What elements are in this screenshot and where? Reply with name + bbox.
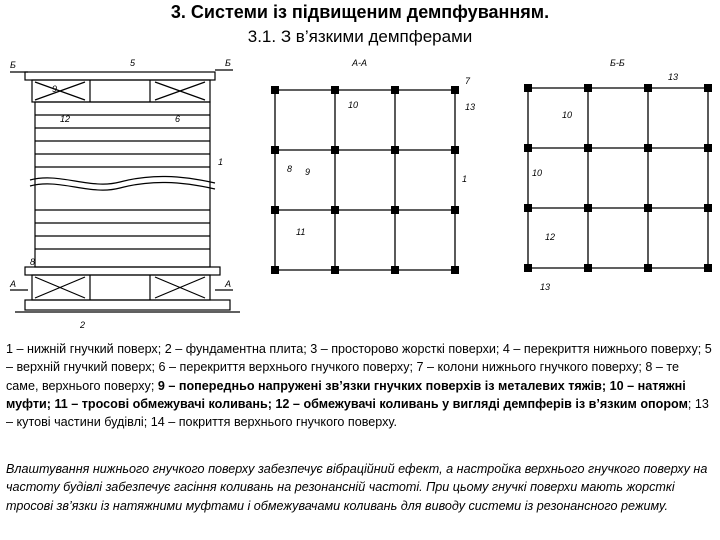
label-13b: 13	[668, 72, 679, 82]
section-bb-labels	[532, 58, 678, 292]
label-12b: 12	[545, 232, 556, 242]
mark-a-right: А	[225, 279, 232, 289]
section-aa-title: А-А	[352, 58, 368, 68]
section-bb-columns	[524, 84, 712, 272]
mark-b-right: Б	[225, 58, 231, 68]
mark-b-left: Б	[10, 60, 16, 70]
technical-drawing	[0, 52, 720, 337]
figure-caption	[6, 340, 714, 431]
elevation-labels	[9, 58, 231, 330]
label-6: 6	[175, 114, 181, 124]
label-2: 2	[80, 320, 86, 330]
caption-part-1: 1 – нижній гнучкий поверх; 2 – фундаментна плита; 3 – просторово жорсткі поверхи; 4 – перекриття нижнього поверху; 5 – верхній гнучкий поверх; 6 – перекриття верхнього гнучкого поверху; 7 – колони нижнього гнучкого поверху; 8 – те саме, верхнього поверху;	[6, 342, 712, 393]
label-1b: 1	[462, 174, 468, 184]
section-aa-plan	[275, 90, 455, 270]
label-11: 11	[296, 227, 306, 237]
label-5: 5	[130, 58, 136, 68]
label-8: 8	[30, 257, 36, 267]
label-13c: 13	[540, 282, 551, 292]
label-13: 13	[465, 102, 476, 112]
label-10c: 10	[532, 168, 543, 178]
label-8b: 8	[287, 164, 293, 174]
caption-part-2: 9 – попередньо напружені зв’язки гнучких поверхів із металевих тяжів; 10 – натяжні муфти; 11 – тросові обмежувачі коливань; 12 – обмежувачі коливань у вигляді демпферів із в’язким опором	[6, 378, 688, 411]
label-9b: 9	[305, 167, 311, 177]
mark-a-left: А	[10, 279, 17, 289]
label-7: 7	[465, 76, 471, 86]
label-10b: 10	[562, 110, 573, 120]
page-title: 3. Системи із підвищеним демпфуванням.	[170, 2, 550, 22]
explanation-note: Влаштування нижнього гнучкого поверху забезпечує вібраційний ефект, а настройка верхнього гнучкого поверху на частоту будівлі забезпечує гасіння коливань на резонансній частоті. При цьому гнучкі поверхи мають жорсткі тросові зв’язки із натяжними муфтами і обмежувачами коливань для виводу системи із резонансного режиму.	[6, 462, 708, 513]
elevation-view	[10, 70, 240, 312]
section-aa-columns	[271, 86, 459, 274]
label-10: 10	[348, 100, 359, 110]
caption-part-3: ; 13 – кутові частини будівлі; 14 – покриття верхнього гнучкого поверху.	[6, 396, 709, 430]
label-1: 1	[218, 157, 224, 167]
label-9: 9	[52, 84, 58, 94]
label-12: 12	[60, 114, 71, 124]
page-subtitle: 3.1. З в’язкими демпферами	[247, 27, 473, 46]
section-bb-title: Б-Б	[610, 58, 625, 68]
